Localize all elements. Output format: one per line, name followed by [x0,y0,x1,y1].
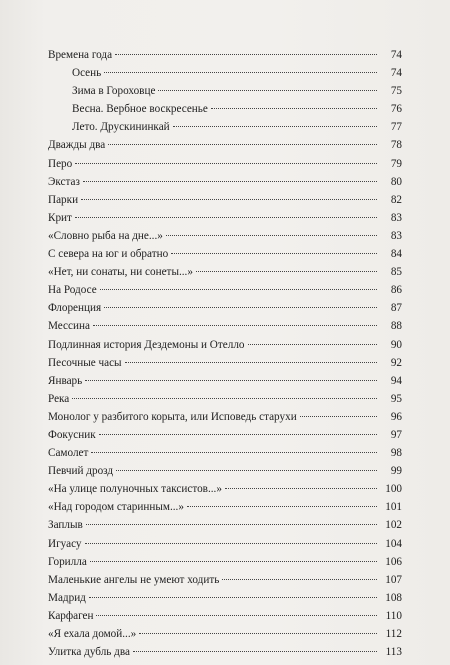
toc-entry [48,408,402,426]
toc-subentry [48,82,402,100]
toc-entry [48,227,402,245]
toc-entry [48,245,402,263]
dot-leader [93,325,377,326]
toc-entry-title: «Словно рыба на дне...» [48,229,163,242]
toc-entry [48,372,402,390]
dot-leader [104,72,377,73]
table-of-contents [48,46,402,661]
toc-entry-title: Карфаген [48,609,94,622]
toc-entry-title: Горилла [48,555,87,568]
toc-entry [48,643,402,661]
toc-entry [48,390,402,408]
toc-entry-title: Дважды два [48,139,106,152]
toc-page-number: 85 [390,266,402,279]
toc-entry [48,589,402,607]
dot-leader [91,452,377,453]
toc-page-number: 104 [385,537,402,550]
toc-page-number: 83 [390,229,402,242]
toc-entry-title: Лето. Друскининкай [72,121,170,134]
dot-leader [187,506,377,507]
toc-page-number: 98 [390,447,402,460]
dot-leader [211,108,377,109]
dot-leader [300,416,377,417]
toc-entry-title: Самолет [48,447,89,460]
toc-entry [48,136,402,154]
dot-leader [133,651,377,652]
toc-subentry [48,64,402,82]
toc-entry-title: Флоренция [48,302,102,315]
toc-entry [48,625,402,643]
toc-entry-title: Мессина [48,320,90,333]
toc-page-number: 95 [390,392,402,405]
dot-leader [166,235,377,236]
toc-page-number: 86 [390,284,402,297]
toc-entry-title: Перо [48,157,73,170]
toc-page-number: 106 [385,555,402,568]
toc-page-number: 82 [390,193,402,206]
toc-entry [48,299,402,317]
toc-entry-title: Времена года [48,49,113,61]
dot-leader [171,253,377,254]
toc-page-number: 77 [390,121,402,134]
toc-entry [48,354,402,372]
toc-entry-title: С севера на юг и обратно [48,248,169,261]
dot-leader [108,144,377,145]
toc-page-number: 94 [390,374,402,387]
toc-entry-title: Песочные часы [48,356,122,369]
toc-page-number: 76 [390,103,402,116]
toc-entry [48,607,402,625]
toc-entry [48,173,402,191]
dot-leader [72,398,377,399]
dot-leader [225,488,377,489]
toc-entry-title: Мадрид [48,591,86,604]
toc-subentry [48,118,402,136]
toc-entry-title: «На улице полуночных таксистов...» [48,483,222,496]
dot-leader [96,615,377,616]
dot-leader [158,90,377,91]
dot-leader [90,561,377,562]
dot-leader [81,199,377,200]
toc-page-number: 97 [390,428,402,441]
toc-entry-title: Осень [72,67,102,80]
toc-entry-title: На Родосе [48,284,97,297]
toc-page-number: 80 [390,175,402,188]
dot-leader [100,289,377,290]
toc-entry-title: «Над городом старинным...» [48,501,184,514]
toc-page-number: 112 [385,628,402,640]
toc-entry-title: Фокусник [48,428,96,441]
toc-entry [48,462,402,480]
dot-leader [173,126,377,127]
toc-entry-title: Монолог у разбитого корыта, или Исповедь старухи [48,410,297,423]
toc-entry-title: Улитка дубль два [48,646,130,659]
toc-page-number: 101 [385,501,402,514]
toc-page-number: 113 [385,646,402,659]
toc-entry-title: Игуасу [48,537,82,550]
dot-leader [75,217,377,218]
toc-page-number: 79 [390,157,402,170]
dot-leader [89,597,377,598]
dot-leader [85,543,378,544]
toc-entry [48,480,402,498]
toc-page-number: 99 [390,465,402,478]
toc-entry-title: Январь [48,374,83,387]
toc-page-number: 83 [390,211,402,224]
dot-leader [139,633,377,634]
toc-entry [48,426,402,444]
toc-entry-title: Экстаз [48,175,80,188]
toc-page-number: 74 [390,49,402,61]
toc-page-number: 110 [385,609,402,622]
toc-entry-title: Заплыв [48,519,83,532]
toc-page-number: 78 [390,139,402,152]
toc-page-number: 74 [390,67,402,80]
toc-page-number: 107 [385,573,402,586]
dot-leader [115,54,377,55]
toc-entry-title: Река [48,392,70,405]
toc-entry [48,535,402,553]
toc-entry-title: Парки [48,193,79,206]
toc-page-number: 102 [385,519,402,532]
dot-leader [222,579,377,580]
toc-page-number: 100 [385,483,402,496]
toc-subentry [48,100,402,118]
dot-leader [196,271,377,272]
toc-page-number: 92 [390,356,402,369]
toc-entry [48,155,402,173]
dot-leader [116,470,377,471]
toc-entry [48,336,402,354]
toc-entry [48,263,402,281]
toc-entry-title: Подлинная история Дездемоны и Отелло [48,338,245,351]
toc-page-number: 75 [390,85,402,98]
toc-entry [48,444,402,462]
toc-entry-title: Маленькие ангелы не умеют ходить [48,573,220,586]
toc-page-number: 88 [390,320,402,333]
toc-entry-title: Крит [48,211,72,224]
toc-page-number: 108 [385,591,402,604]
toc-entry [48,571,402,589]
dot-leader [125,362,377,363]
dot-leader [85,380,377,381]
dot-leader [99,434,377,435]
dot-leader [83,181,377,182]
dot-leader [86,524,377,525]
toc-entry [48,191,402,209]
toc-entry [48,516,402,534]
dot-leader [248,344,377,345]
toc-entry-title: Весна. Вербное воскресенье [72,103,208,116]
toc-entry-title: Зима в Гороховце [72,85,156,98]
toc-entry [48,281,402,299]
toc-entry [48,553,402,571]
dot-leader [75,163,377,164]
dot-leader [104,307,377,308]
toc-page-number: 87 [390,302,402,315]
toc-entry [48,498,402,516]
toc-entry [48,46,402,64]
toc-entry-title: Певчий дрозд [48,465,114,478]
toc-entry [48,317,402,335]
toc-page-number: 96 [390,410,402,423]
toc-page-number: 84 [390,248,402,261]
toc-entry-title: «Нет, ни сонаты, ни сонеты...» [48,266,193,279]
toc-page-number: 90 [390,338,402,351]
toc-entry [48,209,402,227]
toc-entry-title: «Я ехала домой...» [48,628,137,640]
